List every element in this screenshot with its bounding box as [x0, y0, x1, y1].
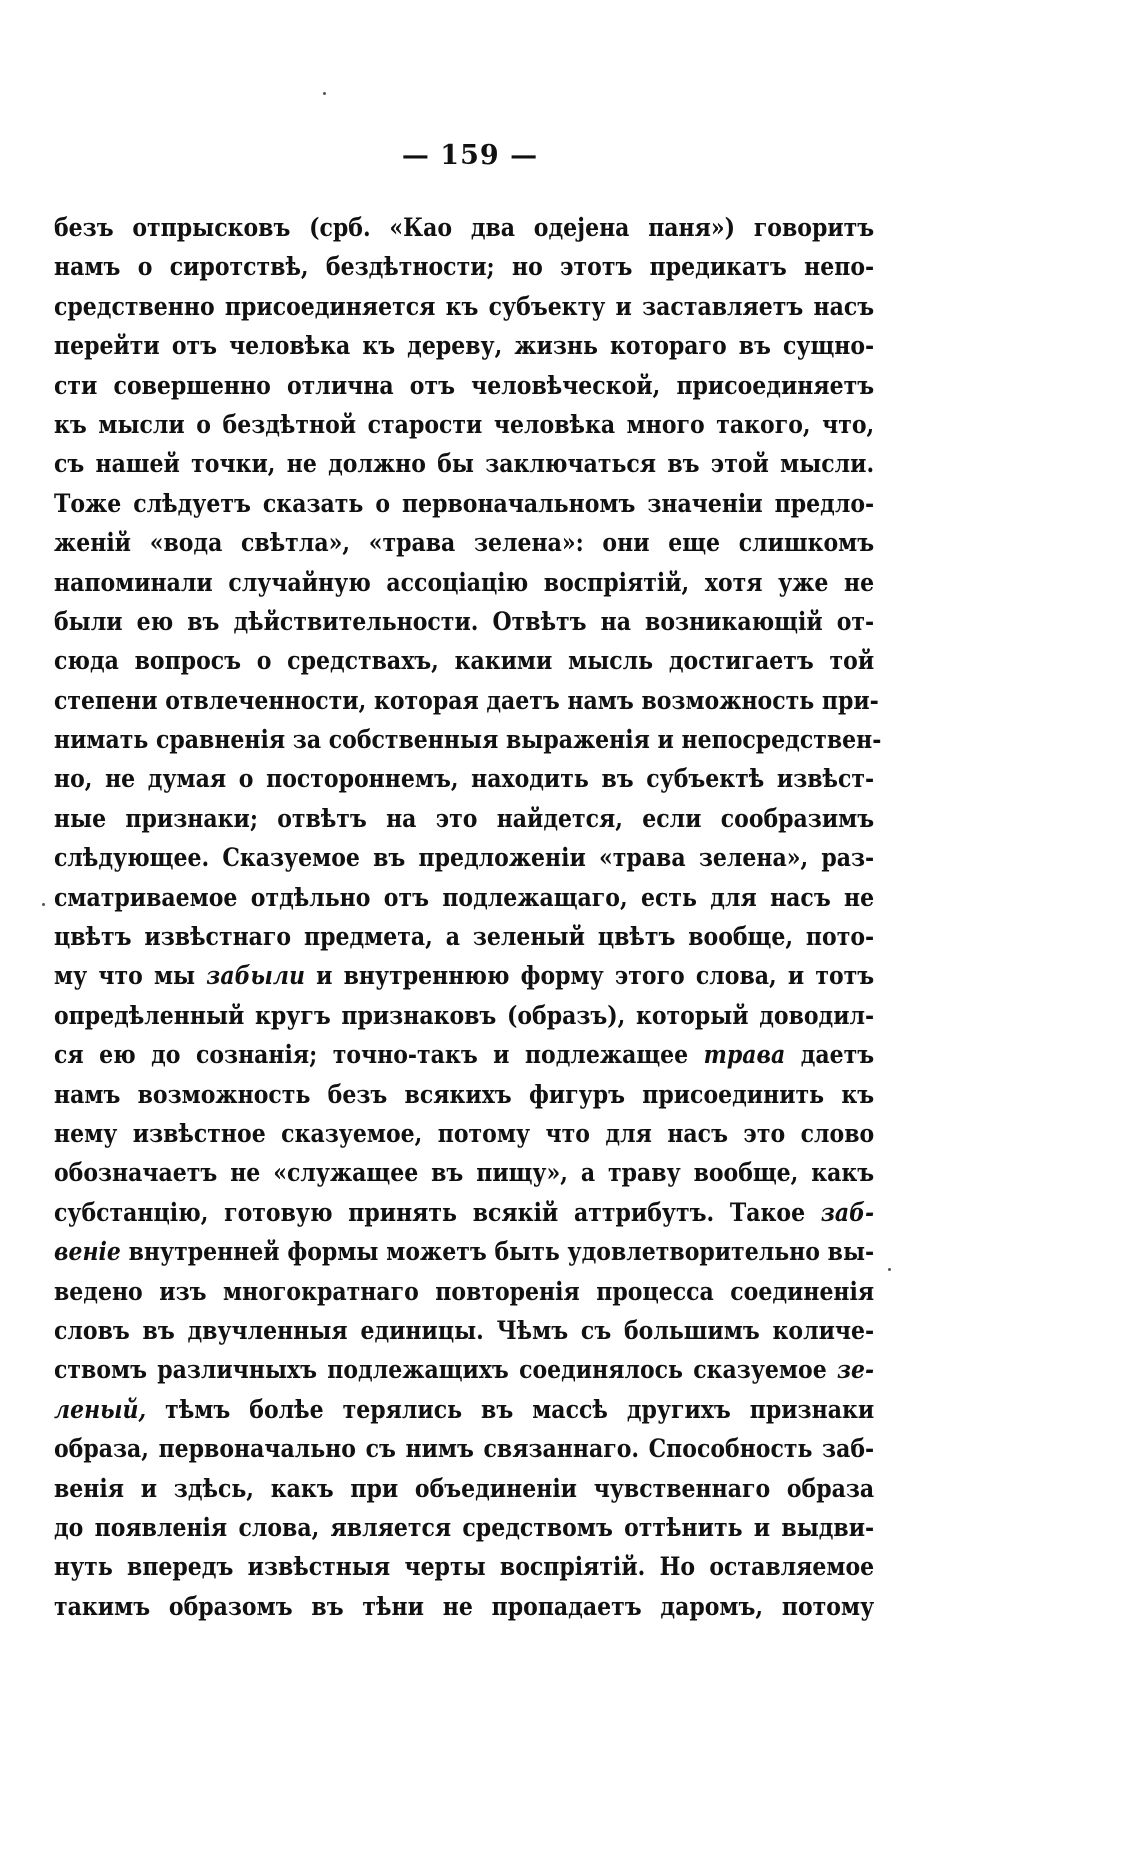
text-run: цвѣтъ извѣстнаго предмета, а зеленый цвѣтъ вообще, пото-: [54, 922, 875, 952]
text-line: [54, 1469, 874, 1508]
text-line: [54, 208, 874, 247]
text-run: степени отвлеченности, которая даетъ намъ возможность при-: [54, 685, 879, 715]
text-line: [54, 917, 874, 956]
body-text: [54, 208, 882, 1626]
text-line: [54, 1508, 874, 1547]
text-run: безъ отпрысковъ (срб. «Као два одејена паня») говоритъ: [54, 213, 875, 242]
text-run: намъ о сиротствѣ, бездѣтности; но этотъ предикатъ непо-: [54, 252, 875, 282]
text-run: сти совершенно отлична отъ человѣческой, присоединяетъ: [54, 370, 875, 400]
text-run: но, не думая о постороннемъ, находить въ субъектѣ извѣст-: [54, 764, 875, 794]
text-run: внутренней формы можетъ быть удовлетворительно вы-: [120, 1237, 875, 1267]
text-line: [54, 523, 874, 562]
text-run: обозначаетъ не «служащее въ пищу», а траву вообще, какъ: [54, 1158, 875, 1188]
text-line: [54, 602, 874, 641]
text-line: [54, 1350, 874, 1389]
text-line: [54, 484, 874, 523]
text-run: сюда вопросъ о средствахъ, какими мысль достигаетъ той: [54, 646, 875, 676]
text-line: [54, 366, 874, 405]
text-run: были ею въ дѣйствительности. Отвѣтъ на возникающій от-: [54, 606, 875, 636]
italic-emphasis: трава: [703, 1040, 786, 1070]
text-run: намъ возможность безъ всякихъ фигуръ присоединить къ: [54, 1079, 875, 1109]
text-line: [54, 1232, 874, 1271]
text-run: ные признаки; отвѣтъ на это найдется, если сообразимъ: [54, 803, 875, 833]
text-line: [54, 641, 874, 680]
text-run: даетъ: [785, 1040, 875, 1070]
text-run: словъ въ двучленныя единицы. Чѣмъ съ большимъ количе-: [54, 1315, 875, 1345]
text-run: образа, первоначально съ нимъ связаннаго. Способность заб-: [54, 1434, 875, 1464]
text-line: [54, 1035, 874, 1074]
text-line: [54, 1587, 874, 1626]
text-run: ся ею до сознанія; точно-такъ и подлежащее: [54, 1040, 704, 1070]
text-line: [54, 799, 874, 838]
italic-emphasis: веніе: [54, 1237, 121, 1267]
print-speck: [323, 92, 326, 95]
text-line: [54, 444, 874, 483]
text-run: женій «вода свѣтла», «трава зелена»: они еще слишкомъ: [54, 528, 875, 558]
text-run: сматриваемое отдѣльно отъ подлежащаго, есть для насъ не: [54, 882, 875, 912]
italic-emphasis: зе-: [836, 1355, 875, 1385]
text-run: ствомъ различныхъ подлежащихъ соединялось сказуемое: [54, 1355, 837, 1385]
text-run: опредѣленный кругъ признаковъ (образъ), который доводил-: [54, 1000, 875, 1030]
text-line: [54, 326, 874, 365]
text-line: [54, 1311, 874, 1350]
text-line: [54, 1193, 874, 1232]
text-run: нему извѣстное сказуемое, потому что для насъ это слово: [54, 1118, 875, 1148]
text-line: [54, 838, 874, 877]
text-line: [54, 878, 874, 917]
text-run: му что мы: [54, 961, 207, 991]
text-run: субстанцію, готовую принять всякій аттрибутъ. Такое: [54, 1197, 821, 1227]
text-run: средственно присоединяется къ субъекту и заставляетъ насъ: [54, 291, 875, 321]
text-run: венія и здѣсь, какъ при объединеніи чувственнаго образа: [54, 1473, 875, 1503]
text-run: нимать сравненія за собственныя выраженія и непосредствен-: [54, 725, 882, 755]
print-speck: [42, 903, 45, 906]
text-run: слѣдующее. Сказуемое въ предложеніи «трава зелена», раз-: [54, 843, 875, 873]
text-run: такимъ образомъ въ тѣни не пропадаетъ даромъ, потому: [54, 1591, 875, 1621]
text-run: къ мысли о бездѣтной старости человѣка много такого, что,: [54, 409, 875, 439]
text-line: [54, 563, 874, 602]
text-line: [54, 759, 874, 798]
text-run: ведено изъ многократнаго повторенія процесса соединенія: [54, 1276, 875, 1306]
page-number: — 159 —: [401, 140, 539, 171]
text-run: тѣмъ болѣе терялись въ массѣ другихъ признаки: [146, 1394, 875, 1424]
text-line: [54, 681, 879, 720]
text-line: [54, 1075, 874, 1114]
text-run: и внутреннюю форму этого слова, и тотъ: [304, 961, 875, 991]
text-line: [54, 1153, 874, 1192]
italic-emphasis: забыли: [206, 961, 305, 991]
text-line: [54, 287, 874, 326]
text-run: съ нашей точки, не должно бы заключаться въ этой мысли.: [54, 449, 875, 479]
text-run: Тоже слѣдуетъ сказать о первоначальномъ значеніи предло-: [54, 488, 875, 518]
text-line: [54, 405, 874, 444]
print-speck: [888, 1268, 891, 1271]
text-line: [54, 1114, 874, 1153]
text-line: [54, 247, 874, 286]
italic-emphasis: леный,: [54, 1394, 147, 1424]
text-run: нуть впередъ извѣстныя черты воспріятій. Но оставляемое: [54, 1552, 875, 1582]
text-line: [54, 1429, 874, 1468]
text-line: [54, 1272, 874, 1311]
text-line: [54, 1390, 874, 1429]
text-line: [54, 720, 882, 759]
text-line: [54, 996, 874, 1035]
italic-emphasis: заб-: [820, 1197, 875, 1227]
text-run: перейти отъ человѣка къ дереву, жизнь котораго въ сущно-: [54, 331, 875, 361]
text-run: до появленія слова, является средствомъ оттѣнить и выдви-: [54, 1512, 875, 1542]
text-line: [54, 956, 874, 995]
text-run: напоминали случайную ассоціацію воспріятій, хотя уже не: [54, 567, 875, 597]
text-line: [54, 1547, 874, 1586]
